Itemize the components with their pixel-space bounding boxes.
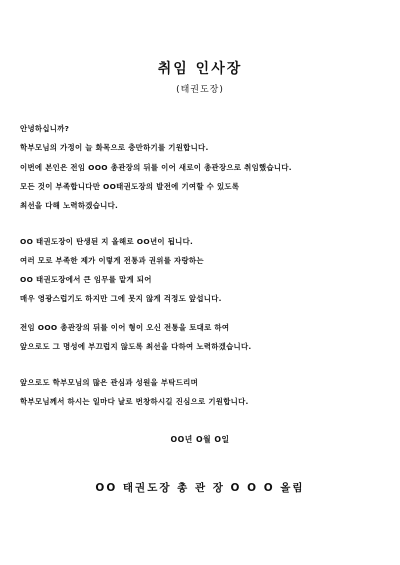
body-line: OO 태권도장이 탄생된 지 올해로 OO년이 됩니다. xyxy=(20,237,194,246)
document-title: 취임 인사장 xyxy=(157,61,243,77)
document-signature: OO 태권도장 총 관 장 O O O 올림 xyxy=(95,482,305,494)
body-line: 이번에 본인은 전임 OOO 총관장의 뒤를 이어 새로이 총관장으로 취임했습니다. xyxy=(20,163,292,172)
body-line: OO 태권도장에서 큰 임무를 맡게 되어 xyxy=(20,275,152,284)
closing-line: 학부모님께서 하시는 일마다 날로 번창하시길 진심으로 기원합니다. xyxy=(20,397,249,406)
body-line: 앞으로도 그 명성에 부끄럽지 않도록 최선을 다하여 노력하겠습니다. xyxy=(20,342,252,351)
document-subtitle: (태권도장) xyxy=(176,85,224,95)
body-line: 모든 것이 부족합니다만 OO태권도장의 발전에 기여할 수 있도록 xyxy=(20,182,240,191)
document-date: OO년 O월 O일 xyxy=(170,435,230,444)
greeting-line: 안녕하십니까? xyxy=(20,124,70,133)
body-line: 여러 모로 부족한 제가 이렇게 전통과 권위를 자랑하는 xyxy=(20,256,204,265)
body-line: 전임 OOO 총관장의 뒤를 이어 형이 오신 전통을 토대로 하여 xyxy=(20,323,230,332)
body-line: 매우 영광스럽기도 하지만 그에 못지 않게 걱정도 앞섭니다. xyxy=(20,294,222,303)
body-line: 최선을 다해 노력하겠습니다. xyxy=(20,201,119,210)
body-line: 학부모님의 가정이 늘 화목으로 충만하기를 기원합니다. xyxy=(20,143,209,152)
closing-line: 앞으로도 학부모님의 많은 관심과 성원을 부탁드리며 xyxy=(20,378,199,387)
